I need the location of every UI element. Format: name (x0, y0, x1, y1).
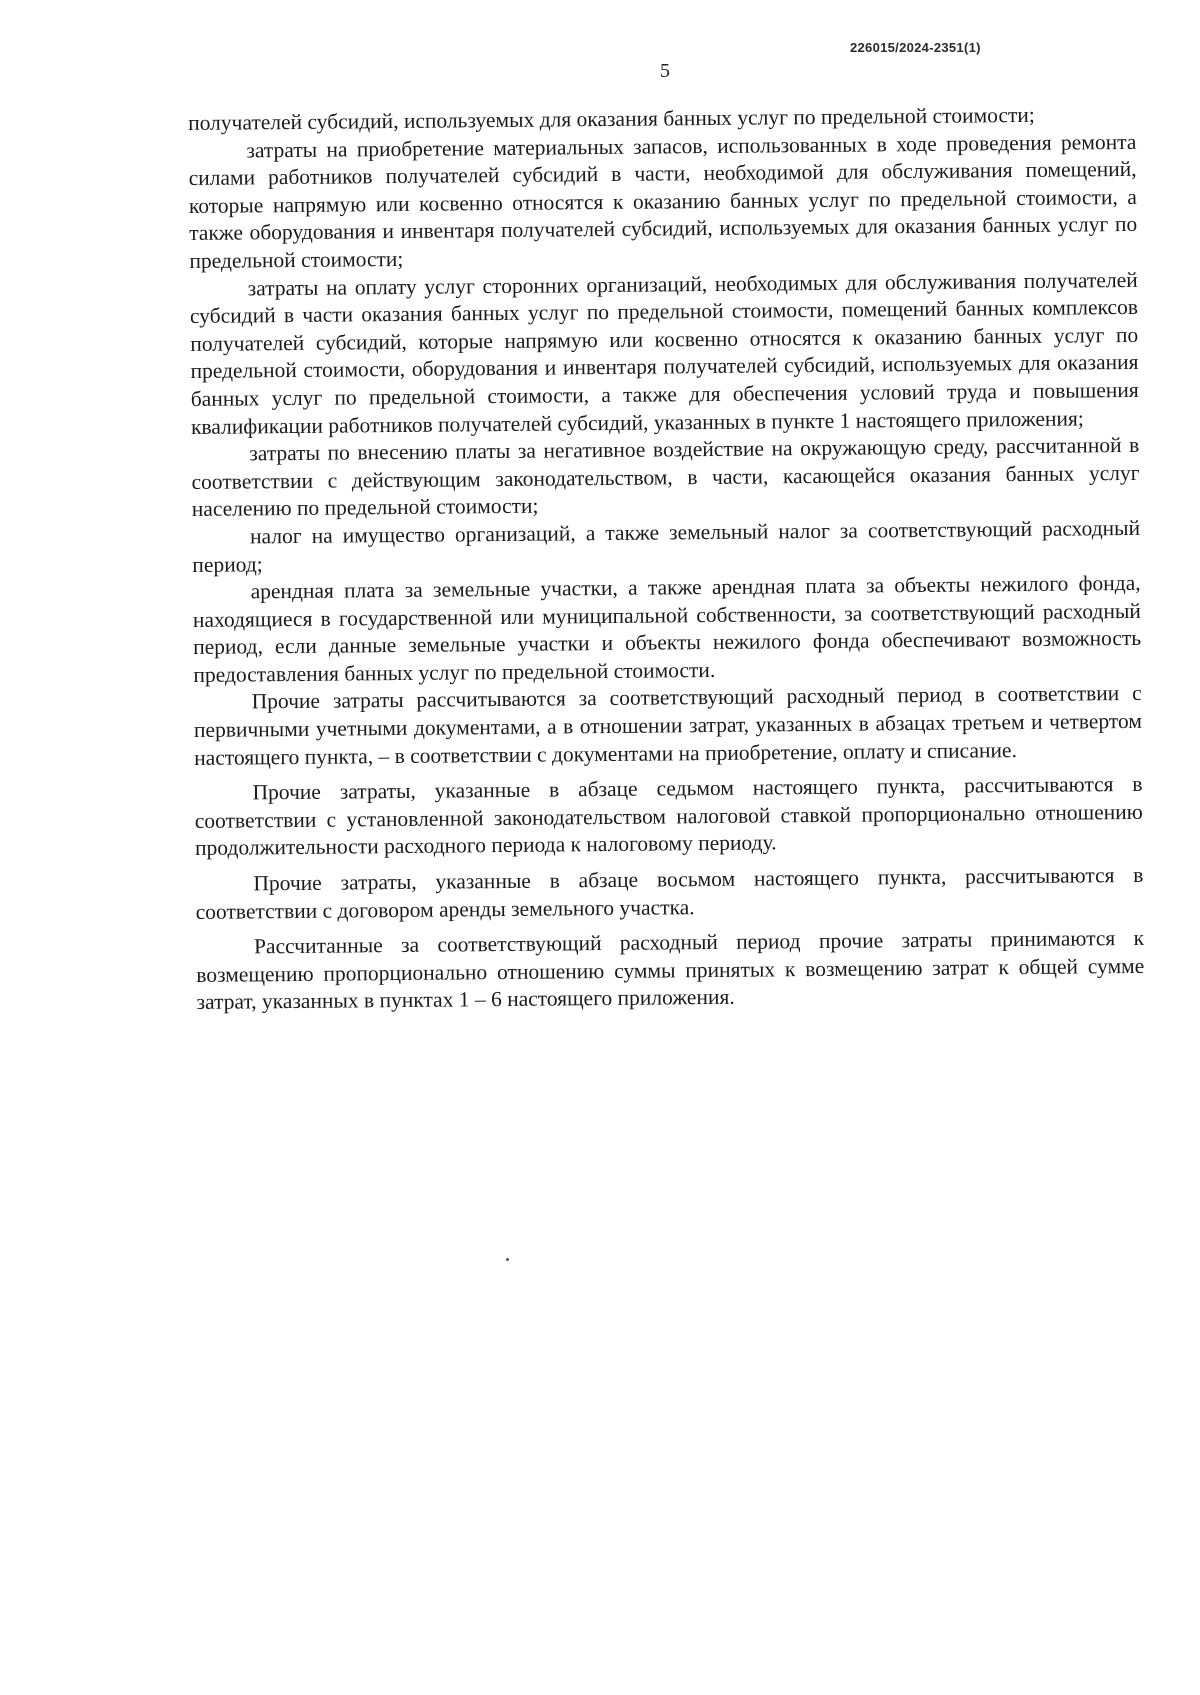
paragraph-other-costs-lease: Прочие затраты, указанные в абзаце восьмом настоящего пункта, рассчитываются в соответствии с договором аренды земельного участка. (195, 862, 1144, 924)
paragraph-continuation: получателей субсидий, используемых для оказания банных услуг по предельной стоимости; (188, 102, 1035, 135)
paragraph-third-party-services: затраты на оплату услуг сторонних организаций, необходимых для обслуживания получателей субсидий в части оказания банных услуг по предельной стоимости, помещений банных комплексов получателей субсидий, которые напрямую или косвенно относятся к оказанию банных услуг по предельной стоимости, оборудования и инвентаря получателей субсидий, используемых для оказания банных услуг по предельной стоимости, а также для обеспечения условий труда и повышения квалификации работников получателей субсидий, указанных в пункте 1 настоящего приложения; (189, 267, 1139, 439)
paragraph-environmental-fee: затраты по внесению платы за негативное воздействие на окружающую среду, рассчитанной в соответствии с действующим законодательством, в части, касающейся оказания банных услуг населению по предельной стоимости; (191, 433, 1140, 522)
paragraph-other-costs-tax: Прочие затраты, указанные в абзаце седьмом настоящего пункта, рассчитываются в соответствии с установленной законодательством налоговой ставкой пропорционально отношению продолжительности расходного периода к налоговому периоду. (194, 772, 1143, 861)
paragraph-materials-costs: затраты на приобретение материальных запасов, использованных в ходе проведения ремонта силами работников получателей субсидий в части, необходимой для обслуживания помещений, которые напрямую или косвенно относятся к оказанию банных услуг по предельной стоимости, а также оборудования и инвентаря получателей субсидий, используемых для оказания банных услуг по предельной стоимости; (188, 129, 1138, 273)
page-number: 5 (660, 60, 670, 82)
paragraph-rent: арендная плата за земельные участки, а также арендная плата за объекты нежилого фонда, находящиеся в государственной или муниципальной собственности, за соответствующий расходный период, если данные земельные участки и объекты нежилого фонда обеспечивают возможность предоставления банных услуг по предельной стоимости. (192, 570, 1142, 687)
scan-speck (506, 1258, 509, 1261)
paragraph-other-costs-calculation: Прочие затраты рассчитываются за соответствующий расходный период в соответствии с первичными учетными документами, а в отношении затрат, указанных в абзацах третьем и четвертом настоящего пункта, – в соответствии с документами на приобретение, оплату и списание. (193, 681, 1143, 770)
document-body (188, 101, 1145, 1017)
document-id: 226015/2024-2351(1) (850, 40, 981, 55)
paragraph-reimbursement: Рассчитанные за соответствующий расходный период прочие затраты принимаются к возмещению пропорционально отношению суммы принятых к возмещению затрат к общей сумме затрат, указанных в пунктах 1 – 6 настоящего приложения. (196, 926, 1145, 1015)
paragraph-property-tax: налог на имущество организаций, а также земельный налог за соответствующий расходный период; (192, 515, 1141, 577)
